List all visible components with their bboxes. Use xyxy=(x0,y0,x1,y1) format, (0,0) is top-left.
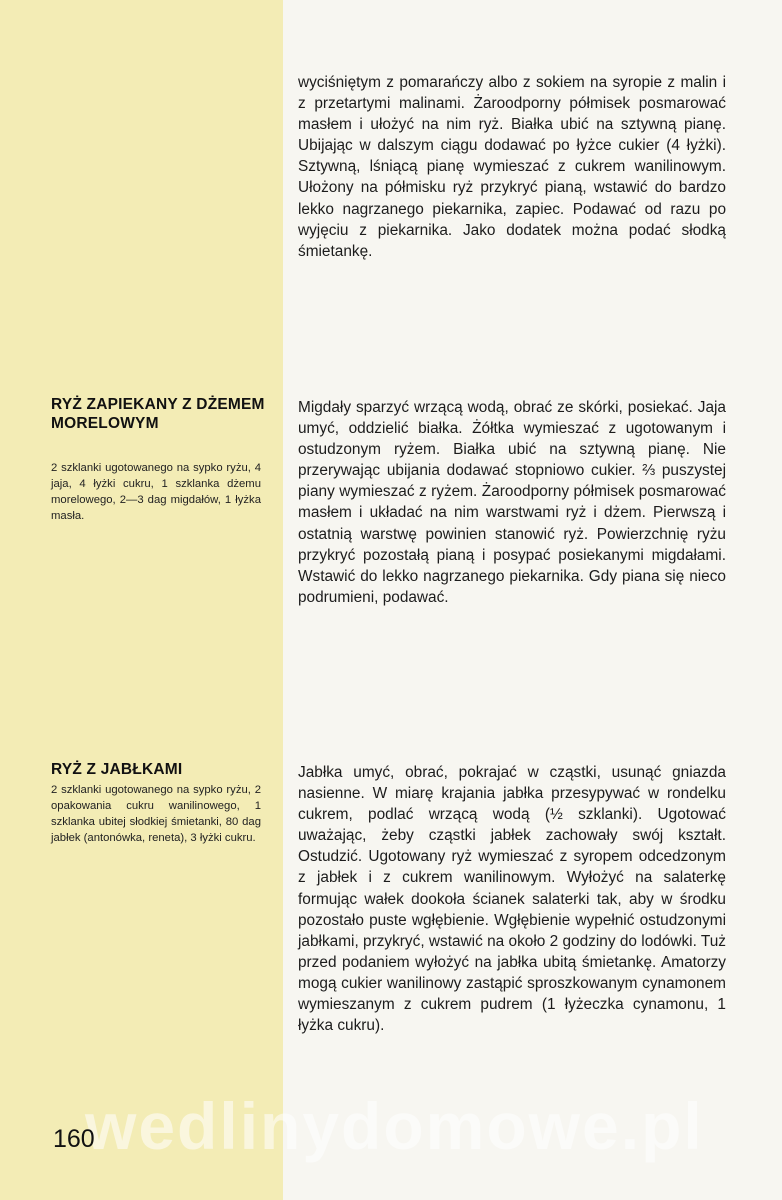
recipe-ingredients: 2 szklanki ugotowanego na sypko ryżu, 4 jaja, 4 łyżki cukru, 1 szklanka dżemu morelowego, 2—3 dag migdałów, 1 łyżka masła. xyxy=(51,462,261,522)
recipe-instructions: Migdały sparzyć wrzącą wodą, obrać ze skórki, posiekać. Jaja umyć, oddzielić białka. Żółtka wymieszać z ugotowanym i ostudzonym ryżem. Białka ubić na sztywną pianę. Nie przerywając ubijania dodawać stopniowo cukier. ⅔ puszystej piany wymieszać z ryżem. Żaroodporny półmisek posmarować masłem i układać na nim warstwami ryż i dżem. Pierwszą i ostatnią warstwę powinien stanowić ryż. Powierzchnię ryżu przykryć pozostałą pianą i posypać posiekanymi migdałami. Wstawić do lekko nagrzanego piekarnika. Gdy piana się nieco podrumieni, podawać. xyxy=(298,399,726,606)
sidebar-background xyxy=(0,0,283,1200)
recipe-ingredients: 2 szklanki ugotowanego na sypko ryżu, 2 opakowania cukru wanilinowego, 1 szklanka ubitej słodkiej śmietanki, 80 dag jabłek (antonówka, reneta), 3 łyżki cukru. xyxy=(51,784,261,844)
recipe-title: RYŻ Z JABŁKAMI xyxy=(51,761,183,778)
show-through-text xyxy=(760,60,782,1160)
recipe-title: RYŻ ZAPIEKANY Z DŻEMEM MORELOWYM xyxy=(51,396,265,432)
continuation-text: wyciśniętym z pomarańczy albo z sokiem na syropie z malin i z przetartymi malinami. Żaroodporny półmisek posmarować masłem i ułożyć na nim ryż. Białka ubić na sztywną pianę. Ubijając w dalszym ciągu dodawać po łyżce cukier (4 łyżki). Sztywną, lśniącą pianę wymieszać z cukrem wanilinowym. Ułożony na półmisku ryż przykryć pianą, wstawić do bardzo lekko nagrzanego piekarnika, zapiec. Podawać od razu po wyjęciu z piekarnika. Jako dodatek można podać słodką śmietankę. xyxy=(298,74,726,260)
page-number: 160 xyxy=(53,1125,95,1153)
recipe-instructions: Jabłka umyć, obrać, pokrajać w cząstki, usunąć gniazda nasienne. W miarę krajania jabłka przesypywać w rondelku cukrem, podlać wrzącą wodą (½ szklanki). Ugotować uważając, żeby cząstki jabłek zachowały swój kształt. Ostudzić. Ugotowany ryż wymieszać z syropem odcedzonym z jabłek i z cukrem wanilinowym. Wyłożyć na salaterkę formując wałek dookoła ścianek salaterki tak, aby w środku pozostało puste wgłębienie. Wgłębienie wypełnić ostudzonymi jabłkami, przykryć, wstawić na około 2 godziny do lodówki. Tuż przed podaniem wyłożyć na jabłka ubitą śmietankę. Amatorzy mogą cukier wanilinowy zastąpić sproszkowanym cynamonem wymieszanym z cukrem pudrem (1 łyżeczka cynamonu, 1 łyżka cukru). xyxy=(298,764,726,1035)
watermark: wedlinydomowe.pl xyxy=(85,1089,704,1163)
